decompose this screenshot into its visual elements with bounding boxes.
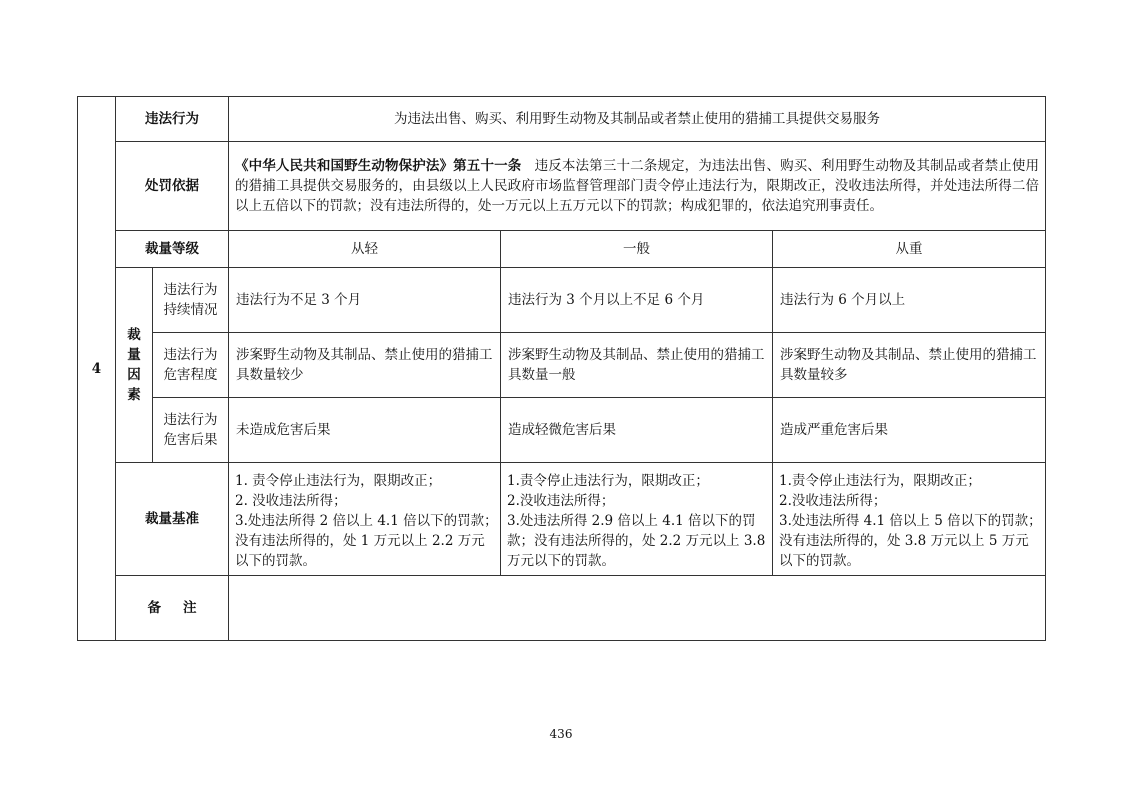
- factor-degree-general: 涉案野生动物及其制品、禁止使用的猎捕工具数量一般: [501, 333, 773, 398]
- basis-text: 违反本法第三十二条规定，为违法出售、购买、利用野生动物及其制品或者禁止使用的猎捕工具提供交易服务的，由县级以上人民政府市场监督管理部门责令停止违法行为，限期改正，没收违法所得，并处违法所得二倍以上五倍以下的罚款；没有违法所得的，处一万元以上五万元以下的罚款；构成犯罪的，依法追究刑事责任。: [235, 158, 1040, 214]
- factor-degree-heavy: 涉案野生动物及其制品、禁止使用的猎捕工具数量较多: [773, 333, 1046, 398]
- basis-label: 处罚依据: [116, 142, 229, 231]
- grade-label: 裁量等级: [116, 231, 229, 268]
- grade-light: 从轻: [229, 231, 501, 268]
- factor-name-duration: 违法行为 持续情况: [153, 268, 229, 333]
- criteria-heavy: 1.责令停止违法行为，限期改正； 2.没收违法所得； 3.处违法所得 4.1 倍以上 5 倍以下的罚款； 没有违法所得的，处 3.8 万元以上 5 万元 以下的罚款。: [773, 463, 1046, 576]
- factor-consequence-light: 未造成危害后果: [229, 398, 501, 463]
- factor-group-label: 裁 量 因 素: [116, 268, 153, 463]
- factor-name-degree: 违法行为 危害程度: [153, 333, 229, 398]
- violation-label: 违法行为: [116, 97, 229, 142]
- criteria-general: 1.责令停止违法行为，限期改正； 2.没收违法所得； 3.处违法所得 2.9 倍以上 4.1 倍以下的罚 款；没有违法所得的，处 2.2 万元以上 3.8 万元以下的罚款。: [501, 463, 773, 576]
- factor-consequence-general: 造成轻微危害后果: [501, 398, 773, 463]
- factor-duration-general: 违法行为 3 个月以上不足 6 个月: [501, 268, 773, 333]
- factor-degree-light: 涉案野生动物及其制品、禁止使用的猎捕工具数量较少: [229, 333, 501, 398]
- grade-general: 一般: [501, 231, 773, 268]
- basis-law-title: 《中华人民共和国野生动物保护法》第五十一条: [235, 158, 522, 174]
- criteria-light: 1. 责令停止违法行为，限期改正； 2. 没收违法所得； 3.处违法所得 2 倍以上 4.1 倍以下的罚款； 没有违法所得的，处 1 万元以上 2.2 万元 以下的罚款。: [229, 463, 501, 576]
- discretion-table: [77, 96, 1046, 641]
- basis-cell: [229, 142, 1046, 231]
- grade-heavy: 从重: [773, 231, 1046, 268]
- factor-consequence-heavy: 造成严重危害后果: [773, 398, 1046, 463]
- factor-duration-light: 违法行为不足 3 个月: [229, 268, 501, 333]
- violation-text: 为违法出售、购买、利用野生动物及其制品或者禁止使用的猎捕工具提供交易服务: [229, 97, 1046, 142]
- criteria-label: 裁量基准: [116, 463, 229, 576]
- page-number: 436: [549, 727, 573, 741]
- remarks-label: 备注: [116, 576, 229, 641]
- factor-name-consequence: 违法行为 危害后果: [153, 398, 229, 463]
- factor-duration-heavy: 违法行为 6 个月以上: [773, 268, 1046, 333]
- remarks-text: [229, 576, 1046, 641]
- row-number: 4: [78, 97, 116, 641]
